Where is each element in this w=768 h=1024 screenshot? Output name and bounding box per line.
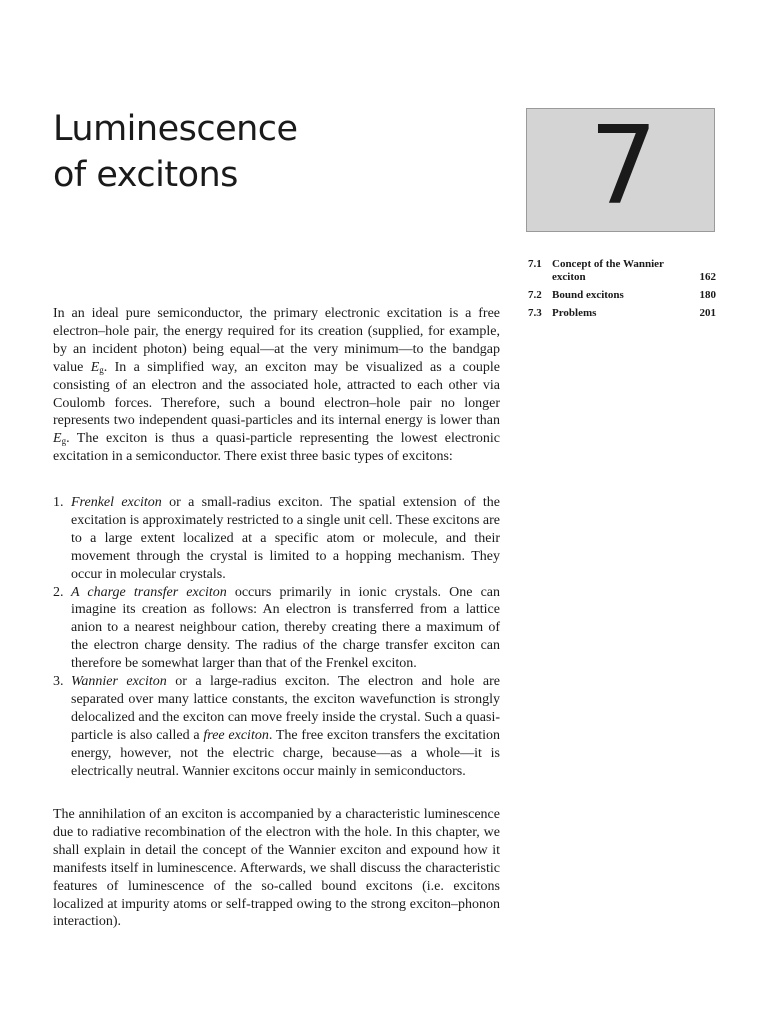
toc-item[interactable]	[528, 307, 716, 320]
toc-item[interactable]	[528, 258, 716, 284]
bandgap-subscript: g	[61, 436, 67, 447]
list-text: or a large-radius exciton. The electron and hole are separated over many lattice constants, the exciton wavefunction is strongly delocalized and the exciton can move freely inside the crystal. Such a quasi-particle is also called a	[71, 674, 500, 743]
list-term: Wannier exciton	[71, 674, 167, 690]
bandgap-subscript: g	[99, 364, 104, 375]
toc-item-page: 201	[699, 307, 716, 319]
chapter-title-line-2: of excitons	[53, 155, 238, 195]
chapter-title-line-1: Luminescence	[53, 109, 298, 149]
toc-item-label: Bound excitons	[552, 289, 624, 301]
list-term: A charge transfer exciton	[71, 584, 227, 600]
bandgap-symbol: E	[53, 431, 62, 447]
toc-item[interactable]	[528, 289, 716, 302]
exciton-types-list	[53, 494, 500, 781]
list-marker: 2.	[53, 584, 64, 600]
toc-item-label: Problems	[552, 307, 597, 319]
toc-item-number: 7.1	[528, 258, 542, 270]
list-term: Frenkel exciton	[71, 495, 162, 510]
list-term: free exciton	[203, 727, 269, 743]
closing-paragraph: The annihilation of an exciton is accompanied by a characteristic luminescence due to radiative recombination of the electron with the hole. In this chapter, we shall explain in detail the concept of the Wannier exciton and expound how it manifests itself in luminescence. Afterwards, we shall discuss the characteristic features of luminescence of the so-called bound excitons (i.e. excitons localized at impurity atoms or self-trapped owing to the strong exciton–phonon interaction).	[53, 807, 500, 930]
chapter-contents	[528, 258, 716, 325]
list-marker: 1.	[53, 495, 64, 510]
intro-text-1: In an ideal pure semiconductor, the primary electronic excitation is a free electron–hole pair, the energy required for its creation (supplied, for example, by an incident photon) being equal—at the very minimum—to the bandgap value	[53, 306, 500, 375]
toc-item-label: Concept of the Wannier exciton	[552, 258, 664, 283]
chapter-number: 7	[589, 104, 658, 229]
list-item	[53, 494, 500, 584]
toc-item-page: 180	[699, 289, 716, 301]
list-text: or a small-radius exciton. The spatial extension of the excitation is approximately restricted to a single unit cell. These excitons are to a large extent localized at a specific atom or molecule, and their movement through the crystal is limited to a hopping mechanism. They occur in molecular crystals.	[71, 495, 500, 582]
intro-text-2: . In a simplified way, an exciton may be visualized as a couple consisting of an electron and the associated hole, attracted to each other via Coulomb forces. Therefore, such a bound electron–hole pair no longer represents two independent quasi-particles and its internal energy is lower than	[53, 359, 500, 429]
list-item	[53, 673, 500, 780]
list-item	[53, 584, 500, 674]
toc-item-number: 7.3	[528, 307, 542, 319]
list-text: . The free exciton transfers the excitation energy, however, not the electric charge, because—as a whole—it is electrically neutral. Wannier excitons occur mainly in semiconductors.	[71, 727, 500, 779]
list-text: occurs primarily in ionic crystals. One can imagine its creation as follows: An electron is transferred from a lattice anion to a nearest neighbour cation, thereby creating there a maximum of the electron charge density. The radius of the charge transfer exciton can therefore be somewhat larger than that of the Frenkel exciton.	[71, 584, 500, 672]
intro-text-3: . The exciton is thus a quasi-particle representing the lowest electronic excitation in a semiconductor. There exist three basic types of excitons:	[53, 431, 500, 465]
toc-item-page: 162	[699, 271, 716, 283]
toc-item-number: 7.2	[528, 289, 542, 301]
chapter-number-box	[526, 104, 715, 232]
list-marker: 3.	[53, 674, 64, 690]
intro-paragraph	[53, 305, 500, 466]
bandgap-symbol: E	[90, 359, 100, 375]
chapter-title	[53, 106, 298, 198]
